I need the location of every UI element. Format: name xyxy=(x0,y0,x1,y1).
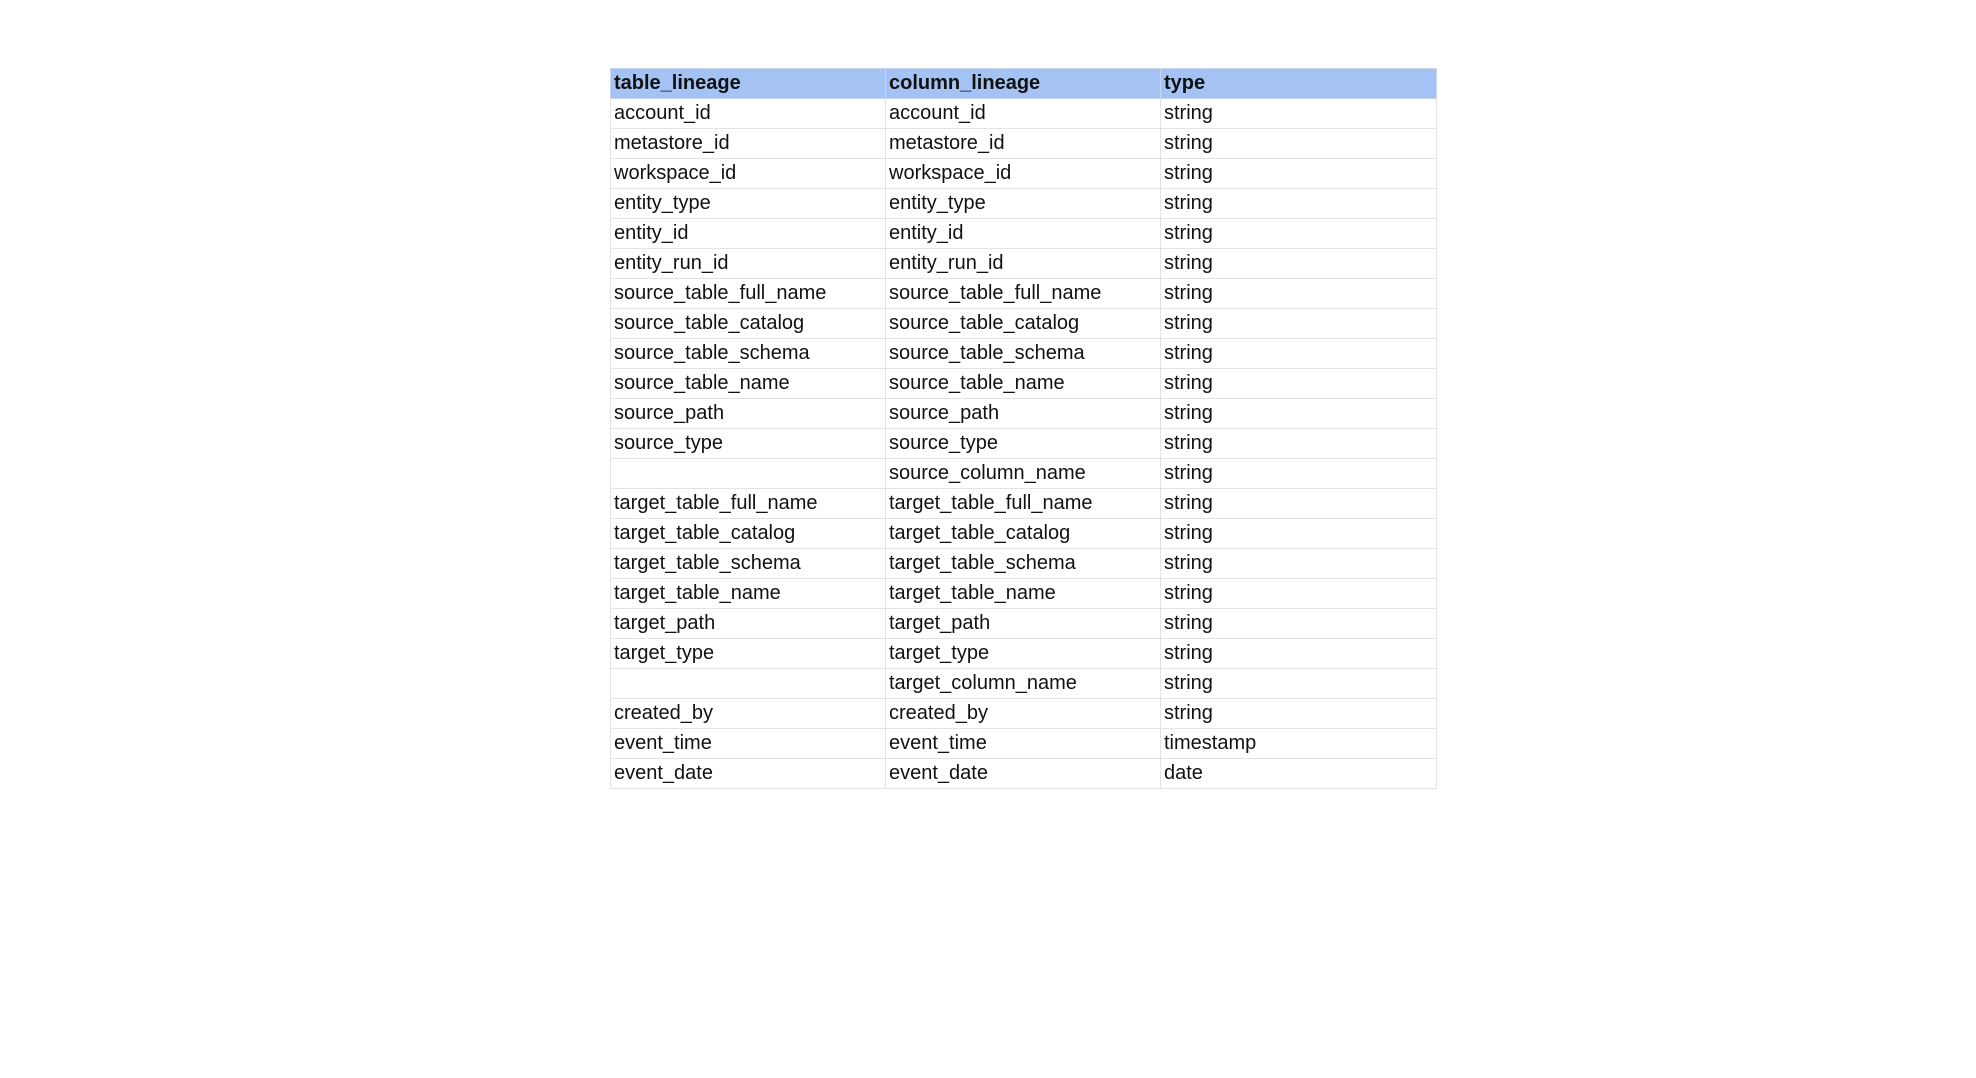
cell-table-lineage: source_path xyxy=(611,399,886,429)
cell-type: string xyxy=(1161,669,1437,699)
cell-column-lineage: target_type xyxy=(886,639,1161,669)
cell-column-lineage: source_table_name xyxy=(886,369,1161,399)
table-row xyxy=(611,609,1437,639)
lineage-schema-table xyxy=(610,68,1437,789)
cell-type: string xyxy=(1161,459,1437,489)
table-row xyxy=(611,309,1437,339)
cell-table-lineage: created_by xyxy=(611,699,886,729)
cell-table-lineage: account_id xyxy=(611,99,886,129)
header-column-lineage: column_lineage xyxy=(886,69,1161,99)
cell-column-lineage: target_column_name xyxy=(886,669,1161,699)
cell-table-lineage xyxy=(611,459,886,489)
table-row xyxy=(611,99,1437,129)
cell-table-lineage: event_date xyxy=(611,759,886,789)
cell-table-lineage: target_table_full_name xyxy=(611,489,886,519)
cell-type: string xyxy=(1161,99,1437,129)
table-row xyxy=(611,429,1437,459)
cell-column-lineage: target_table_schema xyxy=(886,549,1161,579)
cell-type: string xyxy=(1161,639,1437,669)
cell-type: string xyxy=(1161,189,1437,219)
cell-table-lineage: entity_run_id xyxy=(611,249,886,279)
cell-type: string xyxy=(1161,549,1437,579)
cell-type: string xyxy=(1161,429,1437,459)
cell-type: string xyxy=(1161,249,1437,279)
cell-type: string xyxy=(1161,609,1437,639)
cell-type: string xyxy=(1161,579,1437,609)
cell-table-lineage: entity_id xyxy=(611,219,886,249)
cell-type: timestamp xyxy=(1161,729,1437,759)
table-row xyxy=(611,549,1437,579)
cell-type: string xyxy=(1161,279,1437,309)
cell-table-lineage: workspace_id xyxy=(611,159,886,189)
table-row xyxy=(611,759,1437,789)
cell-column-lineage: account_id xyxy=(886,99,1161,129)
cell-table-lineage: entity_type xyxy=(611,189,886,219)
cell-type: string xyxy=(1161,519,1437,549)
cell-table-lineage: target_table_name xyxy=(611,579,886,609)
table-row xyxy=(611,339,1437,369)
cell-column-lineage: source_table_schema xyxy=(886,339,1161,369)
table-row xyxy=(611,249,1437,279)
cell-type: string xyxy=(1161,699,1437,729)
cell-column-lineage: entity_type xyxy=(886,189,1161,219)
table-row xyxy=(611,669,1437,699)
cell-column-lineage: event_date xyxy=(886,759,1161,789)
cell-column-lineage: event_time xyxy=(886,729,1161,759)
table-row xyxy=(611,519,1437,549)
cell-column-lineage: source_table_full_name xyxy=(886,279,1161,309)
cell-type: string xyxy=(1161,219,1437,249)
table-row xyxy=(611,129,1437,159)
cell-table-lineage: metastore_id xyxy=(611,129,886,159)
table-header-row xyxy=(611,69,1437,99)
cell-type: string xyxy=(1161,309,1437,339)
cell-column-lineage: target_table_catalog xyxy=(886,519,1161,549)
cell-table-lineage: source_table_schema xyxy=(611,339,886,369)
cell-column-lineage: workspace_id xyxy=(886,159,1161,189)
cell-type: string xyxy=(1161,489,1437,519)
lineage-schema-sheet xyxy=(610,68,1436,789)
table-row xyxy=(611,699,1437,729)
cell-column-lineage: source_type xyxy=(886,429,1161,459)
table-row xyxy=(611,189,1437,219)
cell-table-lineage xyxy=(611,669,886,699)
table-row xyxy=(611,369,1437,399)
table-row xyxy=(611,489,1437,519)
table-row xyxy=(611,159,1437,189)
cell-column-lineage: target_path xyxy=(886,609,1161,639)
cell-column-lineage: target_table_name xyxy=(886,579,1161,609)
cell-table-lineage: target_table_schema xyxy=(611,549,886,579)
cell-column-lineage: entity_id xyxy=(886,219,1161,249)
table-row xyxy=(611,279,1437,309)
cell-column-lineage: metastore_id xyxy=(886,129,1161,159)
cell-table-lineage: target_type xyxy=(611,639,886,669)
table-row xyxy=(611,399,1437,429)
cell-type: string xyxy=(1161,339,1437,369)
cell-table-lineage: source_table_name xyxy=(611,369,886,399)
table-row xyxy=(611,729,1437,759)
cell-type: string xyxy=(1161,369,1437,399)
cell-column-lineage: source_path xyxy=(886,399,1161,429)
cell-column-lineage: source_table_catalog xyxy=(886,309,1161,339)
cell-table-lineage: target_table_catalog xyxy=(611,519,886,549)
cell-column-lineage: target_table_full_name xyxy=(886,489,1161,519)
table-row xyxy=(611,579,1437,609)
header-type: type xyxy=(1161,69,1437,99)
cell-table-lineage: target_path xyxy=(611,609,886,639)
cell-table-lineage: source_table_full_name xyxy=(611,279,886,309)
table-row xyxy=(611,639,1437,669)
table-row xyxy=(611,219,1437,249)
cell-type: string xyxy=(1161,159,1437,189)
table-row xyxy=(611,459,1437,489)
cell-column-lineage: created_by xyxy=(886,699,1161,729)
cell-column-lineage: entity_run_id xyxy=(886,249,1161,279)
cell-type: string xyxy=(1161,399,1437,429)
cell-table-lineage: source_type xyxy=(611,429,886,459)
cell-column-lineage: source_column_name xyxy=(886,459,1161,489)
cell-table-lineage: source_table_catalog xyxy=(611,309,886,339)
cell-type: string xyxy=(1161,129,1437,159)
cell-type: date xyxy=(1161,759,1437,789)
cell-table-lineage: event_time xyxy=(611,729,886,759)
header-table-lineage: table_lineage xyxy=(611,69,886,99)
